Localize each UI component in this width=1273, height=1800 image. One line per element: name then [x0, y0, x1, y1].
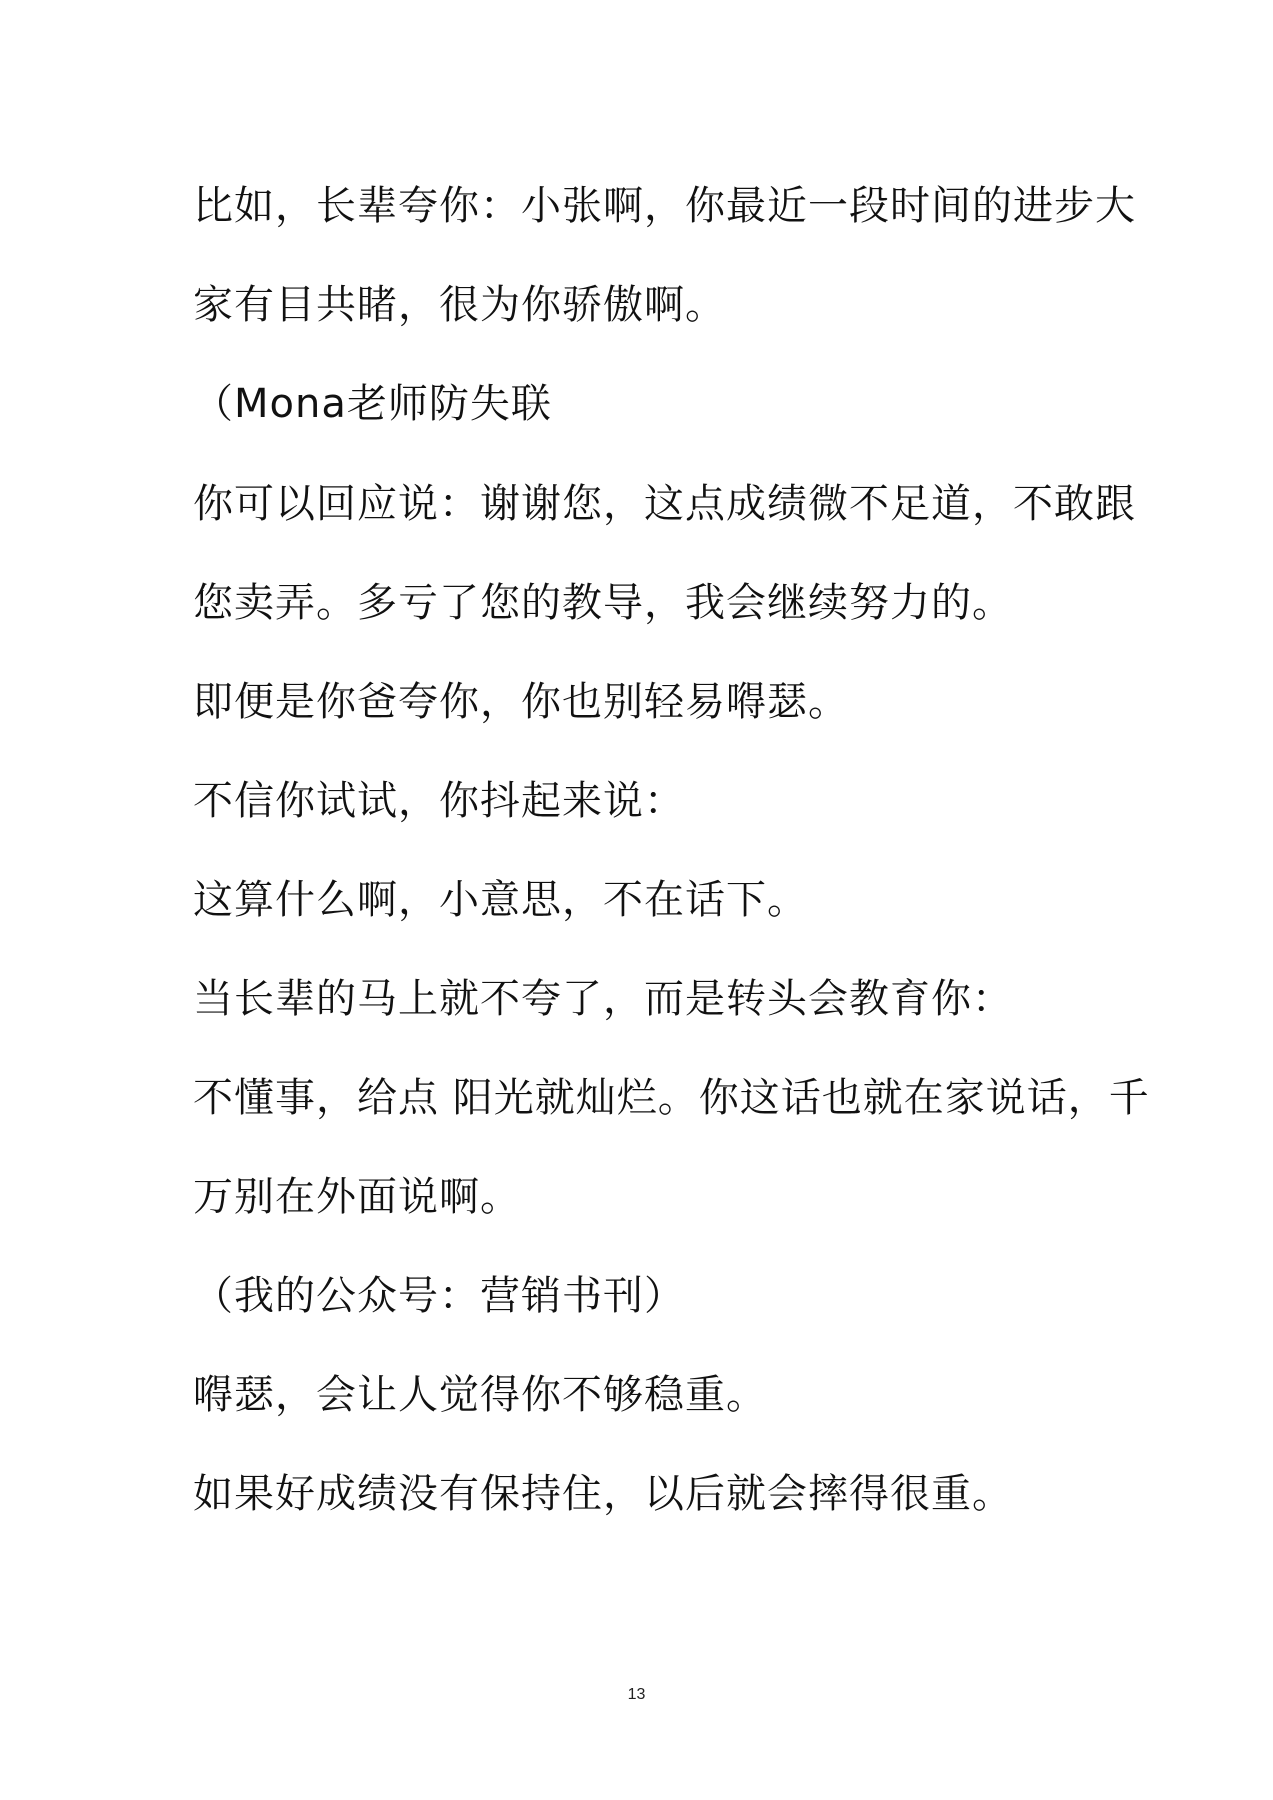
text-line: 即便是你爸夸你，你也别轻易嘚瑟。	[193, 679, 849, 725]
text-line: 您卖弄。多亏了您的教导，我会继续努力的。	[193, 580, 1013, 626]
page-number: 13	[627, 1686, 646, 1703]
text-line: 当长辈的马上就不夸了，而是转头会教育你：	[193, 976, 1013, 1022]
text-line: （Mona老师防失联	[193, 381, 552, 427]
text-line: 这算什么啊，小意思，不在话下。	[193, 877, 808, 923]
text-line: （我的公众号：营销书刊）	[193, 1273, 685, 1319]
text-line: 如果好成绩没有保持住，以后就会摔得很重。	[193, 1471, 1013, 1517]
text-line: 嘚瑟，会让人觉得你不够稳重。	[193, 1372, 767, 1418]
text-line: 你可以回应说：谢谢您，这点成绩微不足道，不敢跟	[193, 481, 1136, 527]
text-line: 家有目共睹，很为你骄傲啊。	[193, 282, 726, 328]
text-line: 不信你试试，你抖起来说：	[193, 778, 685, 824]
text-line: 万别在外面说啊。	[193, 1174, 521, 1220]
text-line: 比如，长辈夸你：小张啊，你最近一段时间的进步大	[193, 183, 1136, 229]
text-line: 不懂事，给点 阳光就灿烂。你这话也就在家说话，千	[193, 1075, 1150, 1121]
